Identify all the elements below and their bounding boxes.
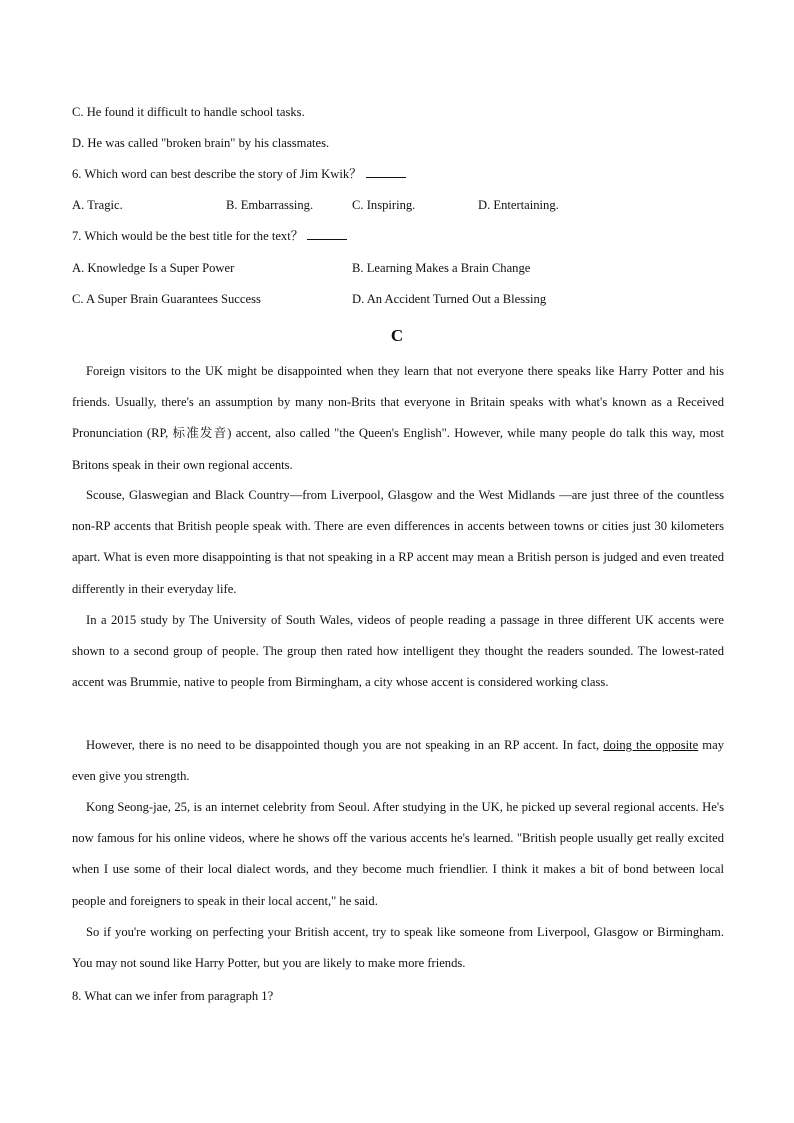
passage-paragraph-3: In a 2015 study by The University of South Wales, videos of people reading a passage in three different UK accents were shown to a second group of people. The group then rated how intelligent they thought the readers sounded. The lowest-rated accent was Brummie, native to people from Birmingham, a city whose accent is considered working class. (72, 613, 724, 690)
q6-answer-blank[interactable] (366, 167, 406, 178)
q6-option-b[interactable]: B. Embarrassing. (226, 198, 314, 212)
passage-paragraph-4 (72, 730, 724, 792)
paragraph-4-text-start: However, there is no need to be disappointed though you are not speaking in an RP accent. In fact, (86, 738, 604, 752)
q7-option-b[interactable]: B. Learning Makes a Brain Change (352, 261, 531, 275)
q8-stem: 8. What can we infer from paragraph 1? (72, 989, 274, 1003)
underlined-phrase: doing the opposite (603, 738, 699, 752)
passage-paragraph-5: Kong Seong-jae, 25, is an internet celebrity from Seoul. After studying in the UK, he picked up several regional accents. He's now famous for his online videos, where he shows off the various accents he's learned. "British people usually get really excited when I use some of their local dialect words, and they become much friendlier. I think it makes a bit of bond between local people and foreigners to speak in their local accent," he said. (72, 800, 724, 908)
q7-option-c[interactable]: C. A Super Brain Guarantees Success (72, 292, 261, 306)
q7-stem-text: 7. Which would be the best title for the text？ (72, 229, 304, 243)
q5-option-c: C. He found it difficult to handle school tasks. (72, 105, 305, 119)
q7-answer-blank[interactable] (307, 229, 347, 240)
paragraph-4-text-end: may even give you strength. (72, 738, 724, 784)
q6-option-d[interactable]: D. Entertaining. (478, 198, 559, 212)
q6-option-a[interactable]: A. Tragic. (72, 198, 123, 212)
q5-option-d: D. He was called "broken brain" by his classmates. (72, 136, 330, 150)
q7-option-a[interactable]: A. Knowledge Is a Super Power (72, 261, 235, 275)
passage-paragraph-1: Foreign visitors to the UK might be disappointed when they learn that not everyone there speaks like Harry Potter and his friends. Usually, there's an assumption by many non-Brits that everyone in Britain speaks with what's known as a Received Pronunciation (RP, 标准发音) accent, also called "the Queen's English". However, while many people do talk this way, most Britons speak in their own regional accents. (72, 364, 724, 472)
q7-option-d[interactable]: D. An Accident Turned Out a Blessing (352, 292, 547, 306)
q6-stem-text: 6. Which word can best describe the story of Jim Kwik？ (72, 167, 362, 181)
q6-stem (72, 166, 406, 182)
passage-paragraph-6: So if you're working on perfecting your British accent, try to speak like someone from Liverpool, Glasgow or Birmingham. You may not sound like Harry Potter, but you are likely to make more friends. (72, 925, 724, 971)
q6-option-c[interactable]: C. Inspiring. (352, 198, 416, 212)
passage-paragraph-2: Scouse, Glaswegian and Black Country—from Liverpool, Glasgow and the West Midlands —are just three of the countless non-RP accents that British people speak with. There are even differences in accents between towns or cities just 30 kilometers apart. What is even more disappointing is that not speaking in a RP accent may mean a British person is judged and even treated differently in their everyday life. (72, 488, 724, 596)
q7-stem (72, 228, 347, 244)
section-heading: C (390, 326, 404, 345)
